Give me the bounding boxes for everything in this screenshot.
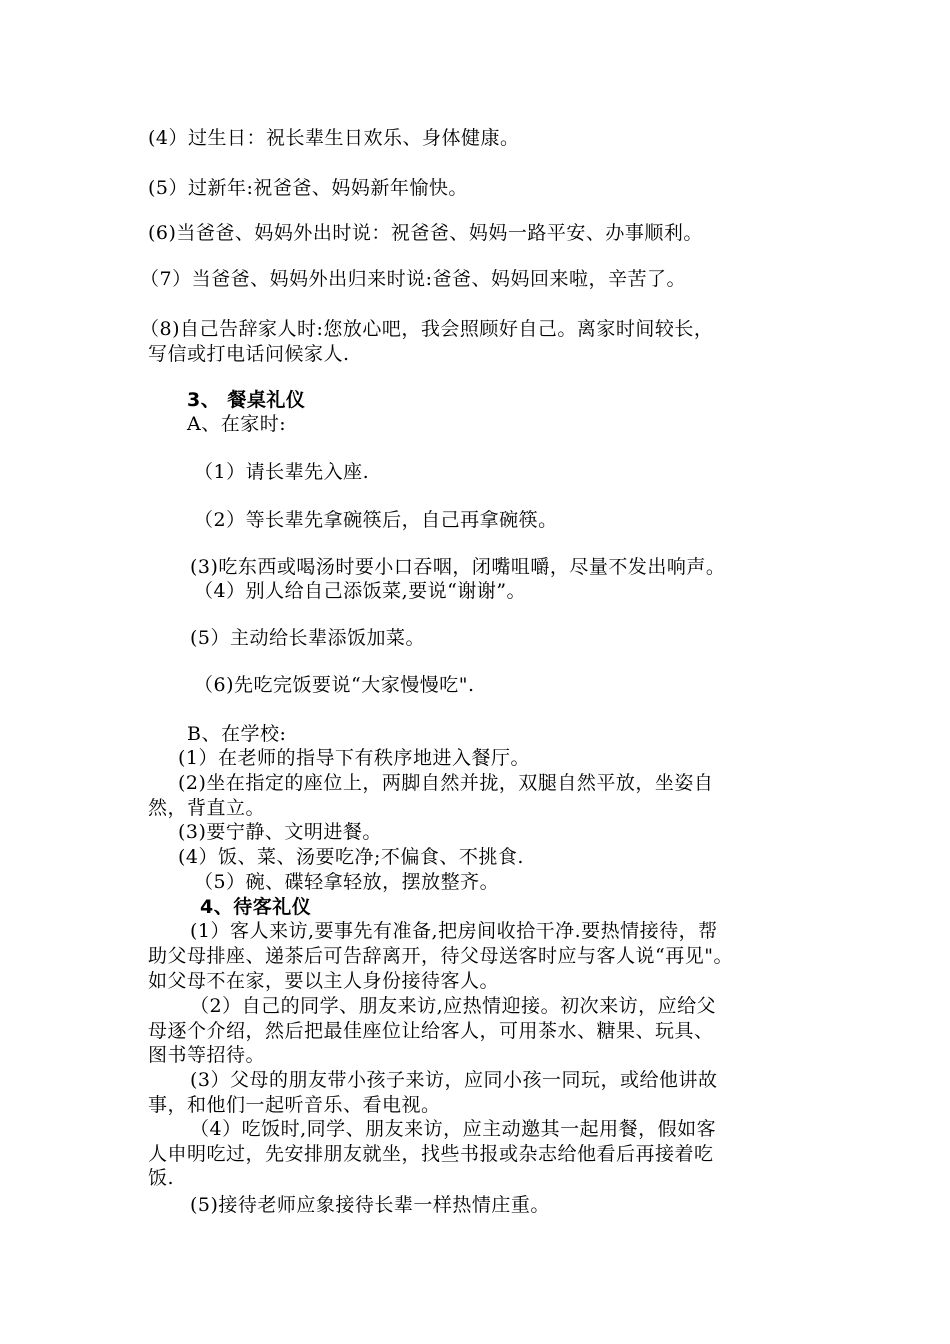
list-item: （4）别人给自己添饭菜,要说“谢谢”。 — [194, 580, 527, 602]
section-heading-guest-manners: 4、待客礼仪 — [200, 896, 312, 918]
list-item: （6)先吃完饭要说“大家慢慢吃". — [194, 674, 475, 696]
paragraph-line: 人申明吃过，先安排朋友就坐，找些书报或杂志给他看后再接着吃 — [148, 1143, 714, 1165]
paragraph-line: 事，和他们一起听音乐、看电视。 — [148, 1094, 441, 1116]
greeting-leaving-home-cont: 写信或打电话问候家人. — [148, 343, 350, 365]
greeting-parents-return: （7）当爸爸、妈妈外出归来时说:爸爸、妈妈回来啦，辛苦了。 — [140, 268, 686, 290]
paragraph-line: （4）吃饭时,同学、朋友来访，应主动邀其一起用餐，假如客 — [190, 1118, 717, 1140]
list-item: (2)坐在指定的座位上，两脚自然并拢，双腿自然平放，坐姿自 — [178, 772, 714, 794]
list-item: (3)要宁静、文明进餐。 — [178, 821, 382, 843]
subsection-label-at-school: B、在学校: — [187, 723, 287, 745]
greeting-leaving-home: （8)自己告辞家人时:您放心吧，我会照顾好自己。离家时间较长， — [140, 318, 714, 340]
paragraph-line: 助父母排座、递茶后可告辞离开，待父母送客时应与客人说“再见"。 — [148, 945, 733, 967]
paragraph-line: (3）父母的朋友带小孩子来访，应同小孩一同玩，或给他讲故 — [190, 1069, 718, 1091]
list-item-cont: 然，背直立。 — [148, 797, 266, 819]
greeting-birthday: (4）过生日：祝长辈生日欢乐、身体健康。 — [148, 127, 520, 149]
subsection-label-at-home: A、在家时: — [187, 413, 287, 435]
list-item: (5）主动给长辈添饭加菜。 — [190, 627, 426, 649]
list-item: （1）请长辈先入座. — [194, 461, 370, 483]
greeting-new-year: (5）过新年:祝爸爸、妈妈新年愉快。 — [148, 177, 468, 199]
paragraph-line: （2）自己的同学、朋友来访,应热情迎接。初次来访，应给父 — [190, 995, 717, 1017]
list-item: （2）等长辈先拿碗筷后，自己再拿碗筷。 — [194, 509, 558, 531]
paragraph-line: (5)接待老师应象接待长辈一样热情庄重。 — [190, 1194, 550, 1216]
list-item: (1）在老师的指导下有秩序地进入餐厅。 — [178, 747, 531, 769]
paragraph-line: 如父母不在家，要以主人身份接待客人。 — [148, 970, 500, 992]
paragraph-line: 饭. — [148, 1167, 175, 1189]
paragraph-line: 图书等招待。 — [148, 1044, 266, 1066]
paragraph-line: (1）客人来访,要事先有准备,把房间收拾干净.要热情接待，帮 — [190, 920, 718, 942]
list-item: (4）饭、菜、汤要吃净;不偏食、不挑食. — [178, 846, 524, 868]
paragraph-line: 母逐个介绍，然后把最佳座位让给客人，可用茶水、糖果、玩具、 — [148, 1020, 714, 1042]
section-heading-table-manners: 3、 餐桌礼仪 — [187, 389, 306, 411]
greeting-parents-leave: (6)当爸爸、妈妈外出时说：祝爸爸、妈妈一路平安、办事顺利。 — [148, 222, 703, 244]
list-item: （5）碗、碟轻拿轻放，摆放整齐。 — [194, 871, 500, 893]
list-item: (3)吃东西或喝汤时要小口吞咽，闭嘴咀嚼，尽量不发出响声。 — [190, 556, 726, 578]
